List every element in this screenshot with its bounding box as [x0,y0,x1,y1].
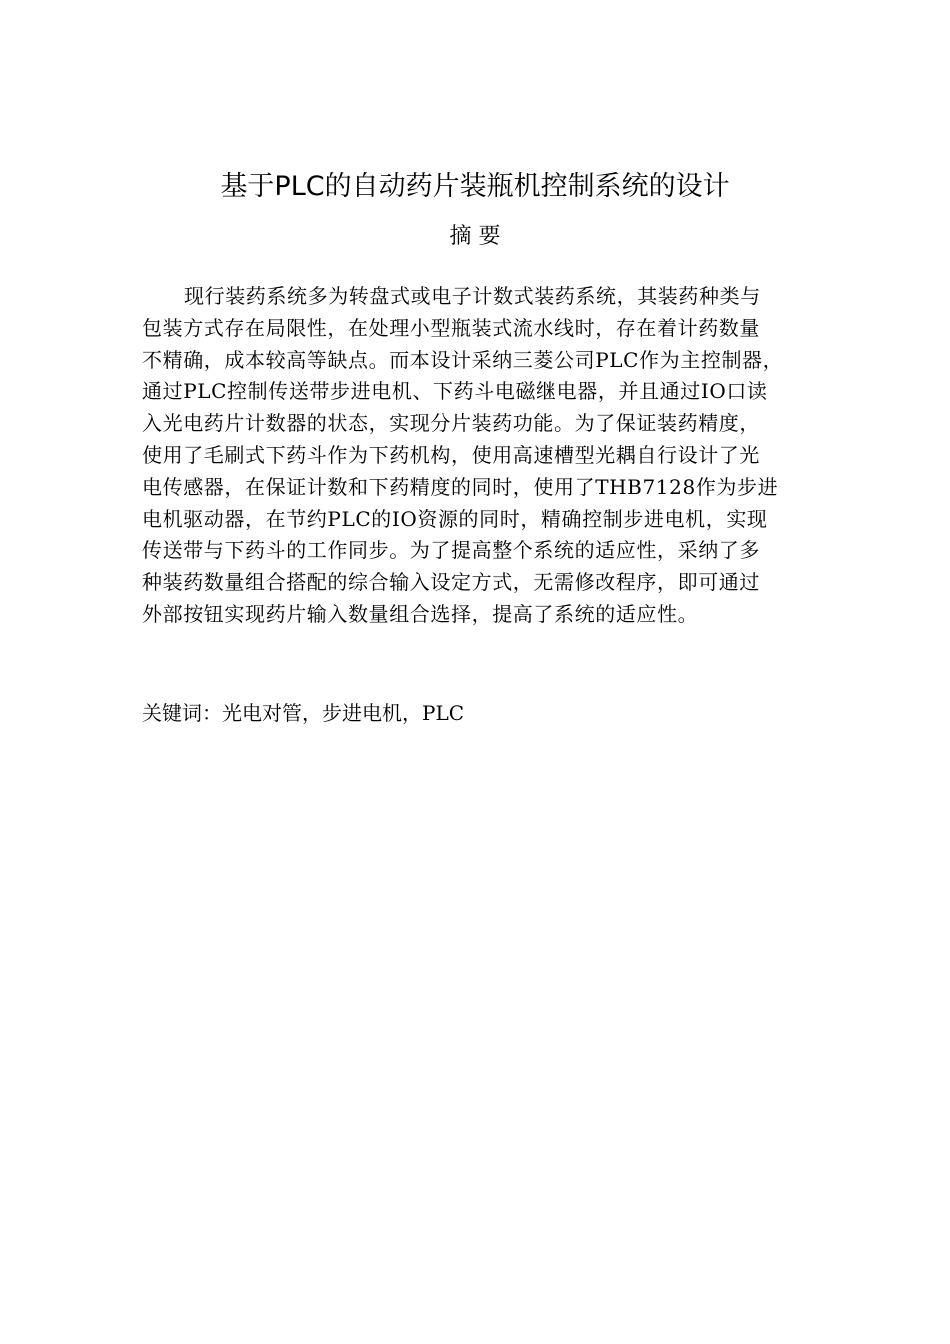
document-title: 基于PLC的自动药片装瓶机控制系统的设计 [220,171,730,202]
abstract-line: 入光电药片计数器的状态，实现分片装药功能。为了保证装药精度， [142,411,760,436]
keywords-value: 光电对管，步进电机，PLC [222,701,465,725]
abstract-line: 传送带与下药斗的工作同步。为了提高整个系统的适应性，采纳了多 [142,538,760,563]
abstract-heading: 摘 要 [449,224,501,249]
abstract-line: 通过PLC控制传送带步进电机、下药斗电磁继电器，并且通过IO口读 [142,379,768,404]
abstract-line: 不精确，成本较高等缺点。而本设计采纳三菱公司PLC作为主控制器， [142,347,784,372]
abstract-line: 电机驱动器，在节约PLC的IO资源的同时，精确控制步进电机，实现 [142,506,768,531]
abstract-line: 包装方式存在局限性，在处理小型瓶装式流水线时，存在着计药数量 [142,315,760,340]
abstract-line: 种装药数量组合搭配的综合输入设定方式，无需修改程序，即可通过 [142,570,760,595]
abstract-line: 外部按钮实现药片输入数量组合选择，提高了系统的适应性。 [142,601,699,626]
keywords-line [142,698,842,728]
abstract-line: 使用了毛刷式下药斗作为下药机构，使用高速槽型光耦自行设计了光 [142,442,760,467]
abstract-line: 电传感器，在保证计数和下药精度的同时，使用了THB7128作为步进 [142,474,779,499]
abstract-line: 现行装药系统多为转盘式或电子计数式装药系统，其装药种类与 [184,284,761,308]
abstract-paragraph [142,281,842,631]
keywords-label: 关键词： [142,701,222,725]
